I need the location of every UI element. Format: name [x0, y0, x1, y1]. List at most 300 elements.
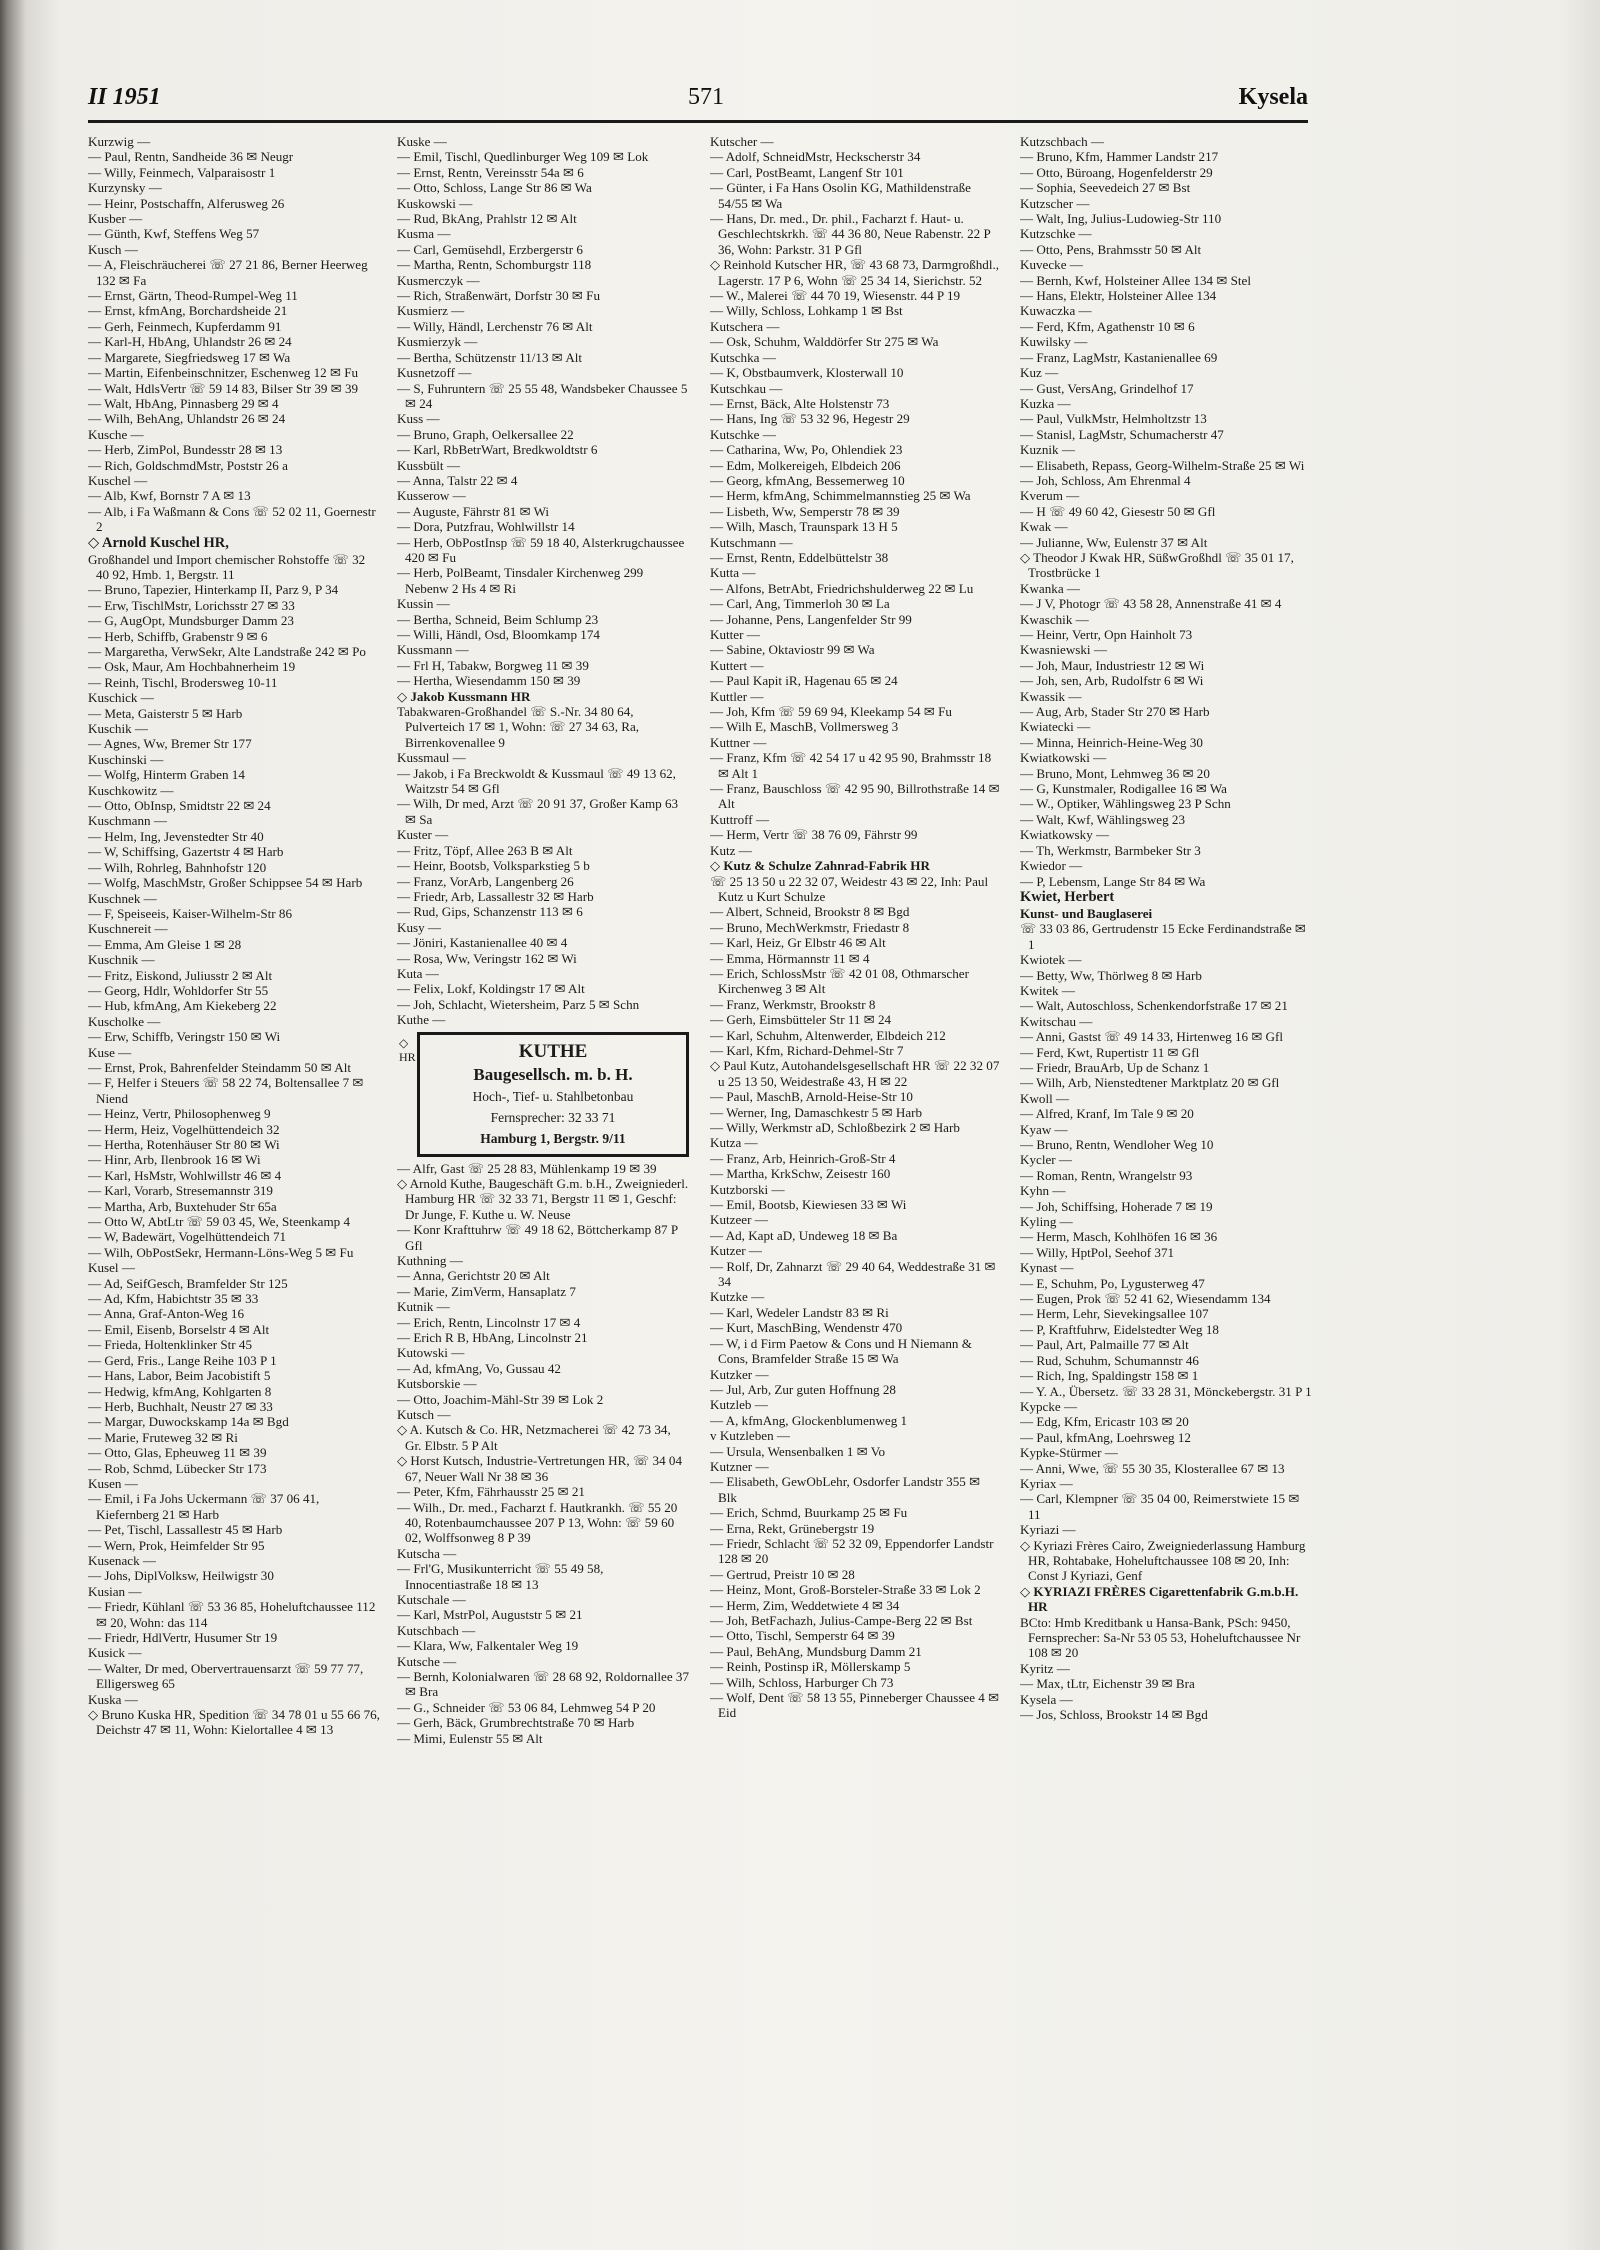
directory-entry: Kutscha —	[397, 1545, 457, 1561]
directory-entry: — Karl, HsMstr, Wohlwillstr 46 ✉ 4	[88, 1167, 282, 1183]
directory-entry: — Edg, Kfm, Ericastr 103 ✉ 20	[1020, 1414, 1189, 1430]
directory-entry: — Erich, Rentn, Lincolnstr 17 ✉ 4	[397, 1314, 581, 1330]
directory-entry: — Catharina, Ww, Po, Ohlendiek 23	[710, 442, 903, 458]
directory-entry: — Walt, Ing, Julius-Ludowieg-Str 110	[1020, 211, 1222, 227]
directory-entry: Kwitek —	[1020, 982, 1075, 998]
directory-entry: — Hertha, Rotenhäuser Str 80 ✉ Wi	[88, 1137, 280, 1152]
directory-entry: Kuschkowitz —	[88, 782, 174, 798]
directory-entry: — Heinr, Bootsb, Volksparkstieg 5 b	[397, 858, 590, 874]
directory-entry: — Otto, Joachim-Mähl-Str 39 ✉ Lok 2	[397, 1391, 604, 1407]
directory-entry: — Marie, Fruteweg 32 ✉ Ri	[88, 1429, 238, 1445]
directory-entry: Kwaschik —	[1020, 611, 1089, 627]
directory-entry: — Wilh, ObPostSekr, Hermann-Löns-Weg 5 ✉ Fu	[88, 1244, 354, 1260]
directory-entry: — Hans, Elektr, Holsteiner Allee 134	[1020, 288, 1217, 304]
directory-entry: — Konr Krafttuhrw ☏ 49 18 62, Böttcherkamp 87 P Gfl	[397, 1222, 678, 1253]
directory-entry: Kypke-Stürmer —	[1020, 1445, 1118, 1461]
directory-entry: — Werner, Ing, Damaschkestr 5 ✉ Harb	[710, 1104, 923, 1120]
directory-entry: — Günter, i Fa Hans Osolin KG, Mathildenstraße 54/55 ✉ Wa	[710, 180, 971, 211]
directory-entry: — Alb, Kwf, Bornstr 7 A ✉ 13	[88, 488, 251, 504]
directory-entry: — Wolfg, Hinterm Graben 14	[88, 767, 245, 783]
directory-entry: Kyling —	[1020, 1214, 1073, 1230]
directory-entry: BCto: Hmb Kreditbank u Hansa-Bank, PSch: 9450, Fernsprecher: Sa-Nr 53 05 53, Hoheluftchaussee Nr 108 ✉ 20	[1020, 1614, 1301, 1661]
directory-entry: Kutzschbach —	[1020, 134, 1104, 149]
directory-entry: Kwak —	[1020, 519, 1068, 535]
directory-entry: Kuwaczka —	[1020, 303, 1092, 319]
directory-entry: Kuschnik —	[88, 952, 155, 968]
directory-entry: — Hub, kfmAng, Am Kiekeberg 22	[88, 998, 277, 1014]
directory-entry: Kuse —	[88, 1044, 132, 1060]
directory-entry: Kuschnek —	[88, 890, 157, 906]
directory-entry: — Dora, Putzfrau, Wohlwillstr 14	[397, 519, 575, 535]
directory-entry: — Otto, Schloss, Lange Str 86 ✉ Wa	[397, 180, 592, 196]
directory-entry: — Willy, HptPol, Seehof 371	[1020, 1244, 1175, 1260]
directory-entry: — Fritz, Eiskond, Juliusstr 2 ✉ Alt	[88, 967, 273, 983]
directory-entry: — Gerh, Bäck, Grumbrechtstraße 70 ✉ Harb	[397, 1715, 635, 1731]
directory-entry: Kuschnereit —	[88, 921, 168, 937]
directory-entry: — K, Obstbaumverk, Klosterwall 10	[710, 365, 904, 381]
directory-entry: — Heinz, Mont, Groß-Borsteler-Straße 33 ✉ Lok 2	[710, 1582, 981, 1598]
directory-entry: — Georg, Hdlr, Wohldorfer Str 55	[88, 982, 269, 998]
directory-entry: Kyritz —	[1020, 1660, 1070, 1676]
directory-entry: — Felix, Lokf, Koldingstr 17 ✉ Alt	[397, 981, 585, 997]
directory-entry: Kynast —	[1020, 1260, 1074, 1276]
directory-entry: — Hans, Ing ☏ 53 32 96, Hegestr 29	[710, 411, 910, 427]
directory-entry: — S, Fuhruntern ☏ 25 55 48, Wandsbeker Chaussee 5 ✉ 24	[397, 380, 688, 411]
directory-entry: Kutnik —	[397, 1299, 450, 1315]
directory-entry: — Otto, Glas, Epheuweg 11 ✉ 39	[88, 1445, 267, 1461]
directory-entry: — Klara, Ww, Falkentaler Weg 19	[397, 1638, 579, 1654]
directory-entry: Kusy —	[397, 919, 442, 935]
directory-entry: — Wolf, Dent ☏ 58 13 55, Pinneberger Chaussee 4 ✉ Eid	[710, 1690, 1000, 1721]
directory-entry: Kuzka —	[1020, 395, 1071, 411]
directory-entry: Kutschera —	[710, 318, 780, 334]
directory-entry: — Eugen, Prok ☏ 52 41 62, Wiesendamm 134	[1020, 1291, 1271, 1307]
directory-entry: Kuske —	[397, 134, 447, 149]
directory-entry: — Alfons, BetrAbt, Friedrichshulderweg 22 ✉ Lu	[710, 580, 974, 596]
directory-entry: — Martha, KrkSchw, Zeisestr 160	[710, 1166, 891, 1182]
directory-entry: — Paul, BehAng, Mundsburg Damm 21	[710, 1643, 922, 1659]
directory-entry: — Walt, Kwf, Wählingsweg 23	[1020, 811, 1186, 827]
directory-entry: Kussmaul —	[397, 750, 466, 766]
directory-entry: — Erna, Rekt, Grünebergstr 19	[710, 1520, 875, 1536]
directory-entry: — Ad, Kfm, Habichtstr 35 ✉ 33	[88, 1291, 259, 1307]
directory-entry: Großhandel und Import chemischer Rohstoffe ☏ 32 40 92, Hmb. 1, Bergstr. 11	[88, 551, 366, 582]
directory-entry: — Willy, Feinmech, Valparaisostr 1	[88, 164, 276, 180]
directory-entry: — Otto W, AbtLtr ☏ 59 03 45, We, Steenkamp 4	[88, 1214, 351, 1230]
directory-entry: — Herm, Zim, Weddetwiete 4 ✉ 34	[710, 1597, 900, 1613]
directory-entry: — Emil, i Fa Johs Uckermann ☏ 37 06 41, Kiefernberg 21 ✉ Harb	[88, 1491, 320, 1522]
directory-entry: — A, Fleischräucherei ☏ 27 21 86, Berner Heerweg 132 ✉ Fa	[88, 257, 368, 288]
directory-entry: — Margaretha, VerwSekr, Alte Landstraße 242 ✉ Po	[88, 644, 366, 659]
directory-entry: Kuschmann —	[88, 813, 167, 829]
directory-entry: Kutscher —	[710, 134, 774, 149]
directory-entry: — Friedr, HdlVertr, Husumer Str 19	[88, 1630, 278, 1645]
directory-entry: — Ernst, Gärtn, Theod-Rumpel-Weg 11	[88, 288, 298, 304]
ad-line3: Hamburg 1, Bergstr. 9/11	[480, 1130, 626, 1146]
directory-entry: — Carl, PostBeamt, Langenf Str 101	[710, 164, 904, 180]
directory-entry: — W, i d Firm Paetow & Cons und H Niemann & Cons, Bramfelder Straße 15 ✉ Wa	[710, 1335, 972, 1367]
directory-entry: Kuss —	[397, 411, 440, 427]
directory-entry: — Emil, Tischl, Quedlinburger Weg 109 ✉ Lok	[397, 149, 649, 165]
directory-entry: — Karl, Wedeler Landstr 83 ✉ Ri	[710, 1304, 889, 1320]
directory-entry: — Sabine, Oktaviostr 99 ✉ Wa	[710, 642, 875, 658]
directory-entry: — Carl, Ang, Timmerloh 30 ✉ La	[710, 596, 890, 612]
directory-entry: Kutsche —	[397, 1653, 457, 1669]
directory-entry: Kutsborskie —	[397, 1376, 477, 1392]
directory-entry: — Walter, Dr med, Obervertrauensarzt ☏ 59 77 77, Elligersweg 65	[88, 1660, 364, 1692]
directory-entry: — Joh, Kfm ☏ 59 69 94, Kleekamp 54 ✉ Fu	[710, 704, 952, 720]
directory-entry: — Hinr, Arb, Ilenbrook 16 ✉ Wi	[88, 1152, 261, 1168]
directory-entry: ☏ 33 03 86, Gertrudenstr 15 Ecke Ferdinandstraße ✉ 1	[1020, 921, 1306, 952]
directory-entry: — Joh, Schiffsing, Hoherade 7 ✉ 19	[1020, 1198, 1213, 1214]
directory-entry: — Mimi, Eulenstr 55 ✉ Alt	[397, 1730, 543, 1746]
directory-entry: — Friedr, BrauArb, Up de Schanz 1	[1020, 1059, 1210, 1075]
directory-entry: Kwasniewski —	[1020, 642, 1107, 658]
directory-entry: — Erw, Schiffb, Veringstr 150 ✉ Wi	[88, 1029, 281, 1045]
directory-entry: ◇ Bruno Kuska HR, Spedition ☏ 34 78 01 u 55 66 76, Deichstr 47 ✉ 11, Wohn: Kielortallee 4 ✉ 13	[88, 1707, 380, 1738]
directory-entry: Kusen —	[88, 1475, 138, 1491]
directory-entry: — Frl'G, Musikunterricht ☏ 55 49 58, Innocentiastraße 18 ✉ 13	[397, 1561, 604, 1592]
directory-entry: Kuschel —	[88, 472, 148, 488]
directory-entry: Kutzscher —	[1020, 195, 1090, 211]
directory-entry: — F, Speiseeis, Kaiser-Wilhelm-Str 86	[88, 905, 292, 921]
directory-entry: Kuta —	[397, 965, 439, 981]
directory-entry: — Herm, kfmAng, Schimmelmannstieg 25 ✉ Wa	[710, 488, 971, 504]
directory-entry: — J V, Photogr ☏ 43 58 28, Annenstraße 41 ✉ 4	[1020, 596, 1282, 612]
directory-entry: Kutza —	[710, 1135, 758, 1151]
directory-entry: — Joh, sen, Arb, Rudolfstr 6 ✉ Wi	[1020, 673, 1204, 689]
directory-entry: Kypcke —	[1020, 1398, 1078, 1414]
directory-entry: — Osk, Schuhm, Walddörfer Str 275 ✉ Wa	[710, 334, 939, 350]
directory-entry: — Erich, Schmd, Buurkamp 25 ✉ Fu	[710, 1505, 908, 1521]
directory-entry: — Jakob, i Fa Breckwoldt & Kussmaul ☏ 49 13 62, Waitzstr 54 ✉ Gfl	[397, 765, 676, 797]
directory-entry: — Wilh, Arb, Nienstedtener Marktplatz 20 ✉ Gfl	[1020, 1075, 1280, 1091]
directory-entry: — Margarete, Siegfriedsweg 17 ✉ Wa	[88, 349, 291, 365]
directory-entry: Kusmierz —	[397, 303, 465, 319]
directory-entry: Kuschick —	[88, 690, 154, 706]
directory-entry: — Wilh, BehAng, Uhlandstr 26 ✉ 24	[88, 411, 286, 427]
directory-entry: — G., Schneider ☏ 53 06 84, Lehmweg 54 P 20	[397, 1699, 656, 1715]
directory-entry: — Alfred, Kranf, Im Tale 9 ✉ 20	[1020, 1106, 1194, 1122]
directory-heading: ◇ Jakob Kussmann HR	[397, 688, 531, 704]
volume-label: II 1951	[88, 84, 161, 110]
directory-entry: Kusch —	[88, 241, 138, 257]
directory-entry: — Helm, Ing, Jevenstedter Str 40	[88, 828, 264, 844]
directory-entry: — Ferd, Kwt, Rupertistr 11 ✉ Gfl	[1020, 1044, 1200, 1060]
directory-entry: Kuthe —	[397, 1012, 446, 1028]
directory-entry: Kusel —	[88, 1260, 135, 1276]
directory-entry: — Hedwig, kfmAng, Kohlgarten 8	[88, 1383, 272, 1399]
directory-entry: — Herb, Buchhalt, Neustr 27 ✉ 33	[88, 1398, 273, 1414]
directory-entry: — Joh, Maur, Industriestr 12 ✉ Wi	[1020, 657, 1205, 673]
directory-entry: — Karl-H, HbAng, Uhlandstr 26 ✉ 24	[88, 334, 292, 350]
directory-entry: — W, Schiffsing, Gazertstr 4 ✉ Harb	[88, 844, 284, 860]
directory-entry: — Martha, Arb, Buxtehuder Str 65a	[88, 1198, 277, 1214]
directory-entry: — Gerd, Fris., Lange Reihe 103 P 1	[88, 1352, 277, 1368]
directory-entry: — Günth, Kwf, Steffens Weg 57	[88, 226, 260, 242]
directory-entry: — Ferd, Kfm, Agathenstr 10 ✉ 6	[1020, 318, 1195, 334]
directory-entry: — Friedr, Schlacht ☏ 52 32 09, Eppendorfer Landstr 128 ✉ 20	[710, 1535, 994, 1567]
directory-entry: Kuscholke —	[88, 1013, 161, 1029]
directory-entry: Kutzeer —	[710, 1212, 768, 1228]
directory-entry: — Frl H, Tabakw, Borgweg 11 ✉ 39	[397, 657, 589, 673]
directory-entry: Kuznik —	[1020, 442, 1075, 458]
directory-entry: — Georg, kfmAng, Bessemerweg 10	[710, 472, 905, 488]
directory-entry: Kwiatkowsky —	[1020, 827, 1110, 843]
directory-entry: — Bruno, MechWerkmstr, Friedastr 8	[710, 919, 910, 935]
directory-entry: — Rich, Straßenwärt, Dorfstr 30 ✉ Fu	[397, 288, 600, 304]
advertisement-box	[399, 1032, 689, 1157]
directory-entry: Kysela —	[1020, 1691, 1073, 1707]
directory-entry: — Johanne, Pens, Langenfelder Str 99	[710, 611, 912, 627]
directory-entry: — Ernst, kfmAng, Borchardsheide 21	[88, 303, 288, 319]
directory-entry: — Bertha, Schützenstr 11/13 ✉ Alt	[397, 349, 583, 365]
directory-entry: Kutter —	[710, 627, 760, 642]
directory-entry: — Stanisl, LagMstr, Schumacherstr 47	[1020, 426, 1224, 442]
directory-entry: — Anni, Wwe, ☏ 55 30 35, Klosterallee 67 ✉ 13	[1020, 1460, 1285, 1476]
directory-entry: — Wilh, Schloss, Harburger Ch 73	[710, 1674, 894, 1690]
directory-entry: — Gerh, Feinmech, Kupferdamm 91	[88, 318, 282, 334]
directory-entry: Kwanka —	[1020, 580, 1080, 596]
directory-entry: Kusenack —	[88, 1552, 156, 1568]
directory-entry: Kyriazi —	[1020, 1522, 1076, 1538]
directory-entry: — Joh, BetFachazh, Julius-Campe-Berg 22 ✉ Bst	[710, 1613, 973, 1628]
directory-entry: — Paul, VulkMstr, Helmholtzstr 13	[1020, 411, 1207, 427]
directory-entry: Kutschale —	[397, 1591, 466, 1607]
directory-entry: — Gust, VersAng, Grindelhof 17	[1020, 380, 1194, 396]
directory-entry: — W., Optiker, Wählingsweg 23 P Schn	[1020, 796, 1231, 812]
directory-entry: — Otto, Tischl, Semperstr 64 ✉ 39	[710, 1628, 895, 1644]
ad-line2: Fernsprecher: 32 33 71	[490, 1109, 616, 1125]
directory-entry: — W, Badewärt, Vogelhüttendeich 71	[88, 1229, 287, 1245]
directory-entry: — Bruno, Tapezier, Hinterkamp II, Parz 9, P 34	[88, 582, 339, 598]
directory-entry: — Emil, Bootsb, Kiewiesen 33 ✉ Wi	[710, 1197, 907, 1213]
directory-entry: — G, Kunstmaler, Rodigallee 16 ✉ Wa	[1020, 781, 1227, 797]
page-number: 571	[688, 84, 724, 110]
directory-entry: — Karl, RbBetrWart, Bredkwoldtstr 6	[397, 442, 598, 458]
directory-entry: — Franz, LagMstr, Kastanienallee 69	[1020, 349, 1218, 365]
directory-entry: — Franz, Werkmstr, Brookstr 8	[710, 996, 876, 1012]
directory-entry: Kurzwig —	[88, 134, 151, 149]
directory-entry: — Friedr, Arb, Lassallestr 32 ✉ Harb	[397, 888, 594, 904]
directory-entry: — Friedr, Kühlanl ☏ 53 36 85, Hoheluftchaussee 112 ✉ 20, Wohn: das 114	[88, 1599, 376, 1630]
directory-entry: Kutowski —	[397, 1345, 465, 1361]
directory-entry: — Emma, Hörmannstr 11 ✉ 4	[710, 950, 870, 966]
directory-entry: Kuttner —	[710, 734, 767, 750]
directory-entry: — Alfr, Gast ☏ 25 28 83, Mühlenkamp 19 ✉ 39	[397, 1160, 657, 1176]
directory-entry: — Edm, Molkereigeh, Elbdeich 206	[710, 457, 901, 473]
directory-entry: ◇ Arnold Kuthe, Baugeschäft G.m. b.H., Zweigniederl. Hamburg HR ☏ 32 33 71, Bergstr 11 ✉ 1, Geschf: Dr Junge, F. Kuthe u. W. Neuse	[397, 1175, 689, 1222]
directory-entry: — Willy, Schloss, Lohkamp 1 ✉ Bst	[710, 303, 903, 319]
directory-entry: — Elisabeth, GewObLehr, Osdorfer Landstr 355 ✉ Blk	[710, 1474, 981, 1505]
directory-entry: Kuster —	[397, 827, 449, 843]
directory-entry: — Bernh, Kwf, Holsteiner Allee 134 ✉ Stel	[1020, 272, 1251, 288]
directory-entry: — Carl, Klempner ☏ 35 04 00, Reimerstwiete 15 ✉ 11	[1020, 1491, 1300, 1522]
directory-entry: — Frieda, Holtenklinker Str 45	[88, 1337, 253, 1353]
directory-entry: Kuttler —	[710, 688, 764, 704]
directory-entry: — Ernst, Rentn, Vereinsstr 54a ✉ 6	[397, 164, 584, 180]
directory-entry: Kutta —	[710, 565, 756, 581]
directory-entry: — Otto, ObInsp, Smidtstr 22 ✉ 24	[88, 798, 271, 814]
directory-entry: — Aug, Arb, Stader Str 270 ✉ Harb	[1020, 704, 1210, 720]
directory-entry: Kusmerczyk —	[397, 272, 480, 288]
directory-entry: — Reinh, Postinsp iR, Möllerskamp 5	[710, 1659, 911, 1675]
directory-entry: Kwiotek —	[1020, 952, 1082, 968]
directory-entry: — Minna, Heinrich-Heine-Weg 30	[1020, 734, 1203, 750]
directory-entry: Kyriax —	[1020, 1475, 1073, 1491]
directory-entry: — Walt, HbAng, Pinnasberg 29 ✉ 4	[88, 395, 279, 411]
page-header	[88, 84, 1308, 123]
directory-entry: — Willy, Werkmstr aD, Schloßbezirk 2 ✉ Harb	[710, 1120, 960, 1135]
directory-entry: Kusmierzyk —	[397, 334, 478, 350]
directory-entry: — Erw, TischlMstr, Lorichsstr 27 ✉ 33	[88, 597, 295, 613]
directory-entry: — Karl, Schuhm, Altenwerder, Elbdeich 212	[710, 1027, 946, 1043]
directory-entry: — W., Malerei ☏ 44 70 19, Wiesenstr. 44 P 19	[710, 288, 961, 304]
directory-entry: — Herb, Schiffb, Grabenstr 9 ✉ 6	[88, 628, 268, 644]
directory-entry: — Herb, PolBeamt, Tinsdaler Kirchenweg 299 Nebenw 2 Hs 4 ✉ Ri	[397, 565, 644, 596]
directory-entry: — Heinr, Vertr, Opn Hainholt 73	[1020, 627, 1193, 642]
ad-frame	[417, 1032, 689, 1157]
directory-entry: Kutzer —	[710, 1243, 762, 1259]
directory-entry: — Heinr, Postschaffn, Alferusweg 26	[88, 195, 285, 211]
directory-entry: — Jul, Arb, Zur guten Hoffnung 28	[710, 1381, 896, 1397]
directory-entry: — Bertha, Schneid, Beim Schlump 23	[397, 611, 599, 627]
directory-entry: — Emil, Eisenb, Borselstr 4 ✉ Alt	[88, 1321, 270, 1337]
directory-entry: Kwitschau —	[1020, 1013, 1093, 1029]
directory-entry: — Herm, Heiz, Vogelhüttendeich 32	[88, 1121, 280, 1137]
directory-entry: — H ☏ 49 60 42, Giesestr 50 ✉ Gfl	[1020, 503, 1216, 519]
directory-entry: — Erich, SchlossMstr ☏ 42 01 08, Othmarscher Kirchenweg 3 ✉ Alt	[710, 965, 969, 997]
directory-entry: — Bruno, Kfm, Hammer Landstr 217	[1020, 149, 1219, 165]
directory-entry: — Fritz, Töpf, Allee 263 B ✉ Alt	[397, 842, 573, 858]
directory-entry: — Walt, Autoschloss, Schenkendorfstraße 17 ✉ 21	[1020, 998, 1288, 1014]
directory-entry: — Adolf, SchneidMstr, Heckscherstr 34	[710, 149, 921, 165]
directory-entry: Kuschik —	[88, 721, 149, 737]
directory-heading: Kunst- und Bauglaserei	[1020, 905, 1153, 921]
directory-entry: — P, Kraftfuhrw, Eidelstedter Weg 18	[1020, 1321, 1219, 1337]
directory-entry: — A, kfmAng, Glockenblumenweg 1	[710, 1412, 908, 1428]
directory-entry: Kutzleb —	[710, 1397, 768, 1413]
directory-entry: Kwiatecki —	[1020, 719, 1091, 735]
directory-entry: — Max, tLtr, Eichenstr 39 ✉ Bra	[1020, 1676, 1195, 1692]
directory-entry: — Herb, ZimPol, Bundesstr 28 ✉ 13	[88, 442, 283, 458]
directory-entry: Kuschinski —	[88, 751, 164, 767]
directory-entry: — Bruno, Mont, Lehmweg 36 ✉ 20	[1020, 765, 1210, 781]
directory-entry: — Gertrud, Preistr 10 ✉ 28	[710, 1566, 855, 1582]
directory-entry: Kuskowski —	[397, 195, 473, 211]
directory-entry: — Roman, Rentn, Wrangelstr 93	[1020, 1167, 1193, 1183]
directory-entry: — Wilh., Dr. med., Facharzt f. Hautkrankh. ☏ 55 20 40, Rotenbaumchaussee 207 P 13, Wohn: ☏ 59 60 02, Wolffsonweg 8 P 39	[397, 1499, 678, 1546]
directory-entry: Kuwilsky —	[1020, 334, 1088, 350]
directory-entry: — Wilh E, MaschB, Vollmersweg 3	[710, 719, 899, 735]
directory-entry: — Rosa, Ww, Veringstr 162 ✉ Wi	[397, 950, 577, 966]
directory-entry: — Karl, Vorarb, Stresemannstr 319	[88, 1183, 273, 1199]
directory-entry: — P, Lebensm, Lange Str 84 ✉ Wa	[1020, 873, 1206, 889]
directory-entry: — Auguste, Fährstr 81 ✉ Wi	[397, 503, 550, 519]
directory-entry: — Hans, Labor, Beim Jacobistift 5	[88, 1368, 271, 1384]
directory-entry: — Rud, Schuhm, Schumannstr 46	[1020, 1352, 1199, 1368]
directory-heading: ◇ KYRIAZI FRÈRES Cigarettenfabrik G.m.b.H. HR	[1020, 1583, 1299, 1615]
directory-entry: — Osk, Maur, Am Hochbahnerheim 19	[88, 659, 296, 675]
directory-entry: — Joh, Schloss, Am Ehrenmal 4	[1020, 472, 1191, 488]
directory-entry: — Bernh, Kolonialwaren ☏ 28 68 92, Roldornallee 37 ✉ Bra	[397, 1668, 689, 1700]
directory-entry: — Willy, Händl, Lerchenstr 76 ✉ Alt	[397, 318, 593, 334]
directory-entry: Kyaw —	[1020, 1121, 1068, 1137]
directory-entry: — Kurt, MaschBing, Wendenstr 470	[710, 1320, 903, 1336]
directory-entry: Kutsch —	[397, 1407, 451, 1423]
directory-entry: — Ad, kfmAng, Vo, Gussau 42	[397, 1360, 561, 1376]
directory-entry: — Karl, Kfm, Richard-Dehmel-Str 7	[710, 1042, 904, 1058]
directory-entry: Kuttroff —	[710, 811, 770, 827]
directory-entry: Kwassik —	[1020, 688, 1082, 704]
directory-heading: ◇ Kutz & Schulze Zahnrad-Fabrik HR	[710, 858, 930, 874]
directory-entry: — Martha, Rentn, Schomburgstr 118	[397, 257, 592, 273]
directory-entry: — Herm, Lehr, Sievekingsallee 107	[1020, 1306, 1209, 1322]
directory-entry: — Erich R B, HbAng, Lincolnstr 21	[397, 1330, 588, 1346]
directory-entry: Kusnetzoff —	[397, 365, 472, 381]
directory-entry: Kutz —	[710, 842, 752, 858]
directory-entry: Kusber —	[88, 211, 143, 227]
directory-entry: — Heinz, Vertr, Philosophenweg 9	[88, 1106, 271, 1122]
directory-entry: — Paul, Rentn, Sandheide 36 ✉ Neugr	[88, 149, 294, 165]
directory-entry: Tabakwaren-Großhandel ☏ S.-Nr. 34 80 64, Pulverteich 17 ✉ 1, Wohn: ☏ 27 34 63, Ra, Birrenkovenallee 9	[397, 704, 640, 750]
directory-entry: Kutzke —	[710, 1289, 765, 1305]
directory-entry: Kusma —	[397, 226, 451, 242]
directory-entry: — Marie, ZimVerm, Hansaplatz 7	[397, 1283, 576, 1299]
directory-entry: Kutschbach —	[397, 1622, 476, 1638]
directory-entry: Kutzschke —	[1020, 226, 1092, 242]
directory-entry: — Ernst, Bäck, Alte Holstenstr 73	[710, 395, 890, 411]
directory-entry: — Ursula, Wensenbalken 1 ✉ Vo	[710, 1443, 886, 1459]
directory-entry: — Joh, Schlacht, Wietersheim, Parz 5 ✉ Schn	[397, 996, 640, 1012]
directory-column-2	[397, 134, 689, 2144]
directory-entry: Kusche —	[88, 426, 144, 442]
directory-entry: — Willi, Händl, Osd, Bloomkamp 174	[397, 627, 600, 642]
directory-entry: — Peter, Kfm, Fährhausstr 25 ✉ 21	[397, 1484, 585, 1500]
directory-entry: — F, Helfer i Steuers ☏ 58 22 74, Boltensallee 7 ✉ Niend	[88, 1075, 364, 1106]
directory-entry: — E, Schuhm, Po, Lygusterweg 47	[1020, 1275, 1205, 1291]
directory-entry: — Franz, Arb, Heinrich-Groß-Str 4	[710, 1150, 896, 1166]
directory-entry: — Rud, Gips, Schanzenstr 113 ✉ 6	[397, 904, 583, 920]
directory-entry: — Agnes, Ww, Bremer Str 177	[88, 736, 252, 752]
directory-entry: Kusick —	[88, 1645, 142, 1661]
directory-entry: — Meta, Gaisterstr 5 ✉ Harb	[88, 705, 243, 721]
running-name: Kysela	[1238, 84, 1308, 110]
directory-entry: — Th, Werkmstr, Barmbeker Str 3	[1020, 842, 1201, 858]
ad-marker: ◇ HR	[399, 1035, 416, 1064]
directory-entry: — Reinh, Tischl, Brodersweg 10-11	[88, 674, 278, 690]
directory-entry: Kuttert —	[710, 657, 764, 673]
directory-entry: — Walt, HdlsVertr ☏ 59 14 83, Bilser Str 39 ✉ 39	[88, 380, 359, 396]
directory-entry: ◇ Theodor J Kwak HR, SüßwGroßhdl ☏ 35 01 17, Trostbrücke 1	[1020, 549, 1294, 581]
directory-entry: — Karl, MstrPol, Auguststr 5 ✉ 21	[397, 1607, 583, 1623]
directory-column-4	[1020, 134, 1312, 2144]
directory-entry: — Wilh, Masch, Traunspark 13 H 5	[710, 519, 898, 535]
directory-entry: Kyhn —	[1020, 1183, 1066, 1199]
directory-entry: — Rich, Ing, Spaldingstr 158 ✉ 1	[1020, 1368, 1199, 1384]
directory-entry: — Karl, Heiz, Gr Elbstr 46 ✉ Alt	[710, 935, 886, 951]
directory-entry: — Anna, Graf-Anton-Weg 16	[88, 1306, 245, 1322]
ad-line1: Hoch-, Tief- u. Stahlbetonbau	[472, 1088, 634, 1104]
directory-entry: — Rolf, Dr, Zahnarzt ☏ 29 40 64, Weddestraße 31 ✉ 34	[710, 1258, 996, 1290]
directory-entry: ◇ A. Kutsch & Co. HR, Netzmacherei ☏ 42 73 34, Gr. Elbstr. 5 P Alt	[397, 1422, 671, 1453]
directory-entry: — Sophia, Seevedeich 27 ✉ Bst	[1020, 180, 1191, 196]
directory-entry: Kusserow —	[397, 488, 466, 504]
directory-entry: — Betty, Ww, Thörlweg 8 ✉ Harb	[1020, 967, 1202, 983]
directory-entry: — Herb, ObPostInsp ☏ 59 18 40, Alsterkrugchaussee 420 ✉ Fu	[397, 534, 685, 565]
directory-entry: — Paul, Art, Palmaille 77 ✉ Alt	[1020, 1337, 1189, 1353]
directory-entry: — Herm, Masch, Kohlhöfen 16 ✉ 36	[1020, 1229, 1218, 1245]
